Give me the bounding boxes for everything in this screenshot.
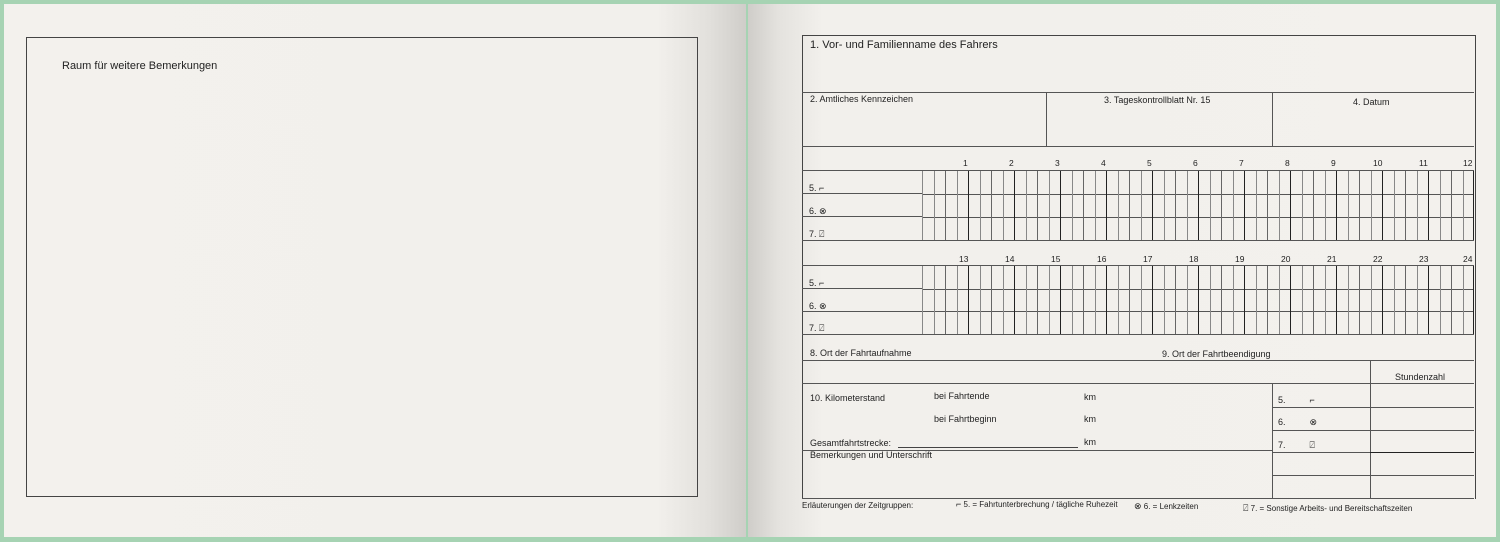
hour-line bbox=[922, 171, 923, 240]
divider bbox=[1272, 92, 1273, 146]
quarter-line bbox=[1463, 171, 1464, 240]
hour-line bbox=[1382, 171, 1383, 240]
total-hours-line bbox=[1370, 452, 1474, 453]
field4-label: 4. Datum bbox=[1353, 97, 1390, 107]
hour-line bbox=[1473, 171, 1474, 240]
divider bbox=[1272, 383, 1273, 498]
hour-line bbox=[1198, 266, 1199, 334]
quarter-line bbox=[1348, 266, 1349, 334]
quarter-line bbox=[1256, 266, 1257, 334]
divider bbox=[802, 383, 1474, 384]
hour-tick-label: 14 bbox=[1005, 254, 1015, 264]
work-icon: ⍁ bbox=[1309, 440, 1315, 450]
hour-tick-label: 15 bbox=[1051, 254, 1061, 264]
quarter-line bbox=[1267, 171, 1268, 240]
hour-tick-label: 10 bbox=[1373, 158, 1383, 168]
hours-column-label: Stundenzahl bbox=[1395, 372, 1446, 382]
rest-icon: ⌐ bbox=[819, 278, 825, 288]
hour-tick-label: 4 bbox=[1101, 158, 1106, 168]
quarter-line bbox=[1175, 266, 1176, 334]
rest-icon: ⌐ bbox=[819, 183, 825, 193]
quarter-line bbox=[1256, 171, 1257, 240]
summary-row-5: 5. ⌐ bbox=[1278, 395, 1315, 405]
row-label-7: 7. ⍁ bbox=[809, 323, 825, 333]
divider bbox=[802, 334, 1474, 335]
quarter-line bbox=[980, 171, 981, 240]
hour-line bbox=[1382, 266, 1383, 334]
field1-label: 1. Vor- und Familienname des Fahrers bbox=[810, 39, 998, 51]
quarter-line bbox=[1164, 171, 1165, 240]
hour-tick-label: 8 bbox=[1285, 158, 1290, 168]
summary-row-6: 6. ⊗ bbox=[1278, 417, 1318, 427]
divider bbox=[802, 498, 1474, 499]
hour-tick-label: 20 bbox=[1281, 254, 1291, 264]
divider bbox=[802, 360, 1474, 361]
divider bbox=[802, 170, 922, 171]
hour-line bbox=[1060, 171, 1061, 240]
quarter-line bbox=[1095, 171, 1096, 240]
hour-line bbox=[968, 266, 969, 334]
total-distance-line bbox=[898, 447, 1078, 448]
divider bbox=[1272, 475, 1474, 476]
legend-item-driving: ⊗ 6. = Lenkzeiten bbox=[1134, 501, 1199, 511]
quarter-line bbox=[1037, 266, 1038, 334]
hour-line bbox=[1336, 171, 1337, 240]
quarter-line bbox=[1417, 266, 1418, 334]
work-icon: ⍁ bbox=[819, 229, 825, 239]
quarter-line bbox=[1313, 171, 1314, 240]
quarter-line bbox=[1405, 171, 1406, 240]
quarter-line bbox=[945, 266, 946, 334]
quarter-line bbox=[1049, 266, 1050, 334]
hour-tick-label: 9 bbox=[1331, 158, 1336, 168]
quarter-line bbox=[1175, 171, 1176, 240]
quarter-line bbox=[1118, 266, 1119, 334]
quarter-line bbox=[991, 171, 992, 240]
hour-line bbox=[1290, 171, 1291, 240]
quarter-line bbox=[1210, 266, 1211, 334]
rest-icon: ⌐ bbox=[956, 499, 962, 509]
quarter-line bbox=[1221, 266, 1222, 334]
quarter-line bbox=[1037, 171, 1038, 240]
steering-icon: ⊗ bbox=[819, 206, 827, 216]
time-grid-bottom bbox=[922, 265, 1474, 335]
hour-line bbox=[1106, 266, 1107, 334]
end-label: bei Fahrtende bbox=[934, 391, 990, 401]
quarter-line bbox=[1072, 171, 1073, 240]
divider bbox=[1272, 430, 1474, 431]
km-unit: km bbox=[1084, 392, 1096, 402]
quarter-line bbox=[1405, 266, 1406, 334]
field2-label: 2. Amtliches Kennzeichen bbox=[810, 94, 914, 104]
quarter-line bbox=[1129, 171, 1130, 240]
hour-tick-label: 1 bbox=[963, 158, 968, 168]
work-icon: ⍁ bbox=[1243, 503, 1249, 513]
hour-line bbox=[1428, 266, 1429, 334]
quarter-line bbox=[1187, 171, 1188, 240]
hour-line bbox=[1060, 266, 1061, 334]
quarter-line bbox=[1049, 171, 1050, 240]
hour-tick-label: 22 bbox=[1373, 254, 1383, 264]
row-label-6: 6. ⊗ bbox=[809, 301, 827, 311]
remarks-signature-label: Bemerkungen und Unterschrift bbox=[810, 450, 933, 460]
quarter-line bbox=[1221, 171, 1222, 240]
quarter-line bbox=[1359, 266, 1360, 334]
quarter-line bbox=[1233, 266, 1234, 334]
quarter-line bbox=[1279, 171, 1280, 240]
quarter-line bbox=[1129, 266, 1130, 334]
divider bbox=[802, 240, 1474, 241]
remarks-frame bbox=[26, 37, 698, 497]
steering-icon: ⊗ bbox=[1134, 501, 1142, 511]
hour-tick-label: 7 bbox=[1239, 158, 1244, 168]
hour-line bbox=[1014, 171, 1015, 240]
hour-line bbox=[1473, 266, 1474, 334]
divider bbox=[802, 288, 922, 289]
divider bbox=[802, 92, 1474, 93]
quarter-line bbox=[1164, 266, 1165, 334]
hour-tick-label: 21 bbox=[1327, 254, 1337, 264]
quarter-line bbox=[1302, 171, 1303, 240]
quarter-line bbox=[1141, 171, 1142, 240]
hour-line bbox=[1152, 171, 1153, 240]
quarter-line bbox=[1095, 266, 1096, 334]
km-unit: km bbox=[1084, 437, 1096, 447]
quarter-line bbox=[1083, 171, 1084, 240]
field10-label: 10. Kilometerstand bbox=[810, 393, 886, 403]
hour-tick-label: 13 bbox=[959, 254, 969, 264]
hour-line bbox=[1428, 171, 1429, 240]
hour-tick-label: 5 bbox=[1147, 158, 1152, 168]
hour-tick-label: 12 bbox=[1463, 158, 1473, 168]
quarter-line bbox=[1003, 171, 1004, 240]
quarter-line bbox=[1302, 266, 1303, 334]
hour-line bbox=[1198, 171, 1199, 240]
row-label-5: 5. ⌐ bbox=[809, 183, 825, 193]
row-label-5: 5. ⌐ bbox=[809, 278, 825, 288]
quarter-line bbox=[1359, 171, 1360, 240]
quarter-line bbox=[1267, 266, 1268, 334]
hour-tick-label: 6 bbox=[1193, 158, 1198, 168]
hour-line bbox=[968, 171, 969, 240]
field9-label: 9. Ort der Fahrtbeendigung bbox=[1162, 349, 1271, 359]
quarter-line bbox=[1003, 266, 1004, 334]
steering-icon: ⊗ bbox=[1309, 417, 1318, 427]
quarter-line bbox=[980, 266, 981, 334]
quarter-line bbox=[991, 266, 992, 334]
hour-line bbox=[1014, 266, 1015, 334]
quarter-line bbox=[1141, 266, 1142, 334]
rest-icon: ⌐ bbox=[1309, 395, 1315, 405]
divider bbox=[1046, 92, 1047, 146]
quarter-line bbox=[1394, 171, 1395, 240]
steering-icon: ⊗ bbox=[819, 301, 827, 311]
quarter-line bbox=[1187, 266, 1188, 334]
divider bbox=[802, 146, 1474, 147]
quarter-line bbox=[1417, 171, 1418, 240]
field8-label: 8. Ort der Fahrtaufnahme bbox=[810, 348, 912, 358]
quarter-line bbox=[1451, 171, 1452, 240]
quarter-line bbox=[1210, 171, 1211, 240]
start-label: bei Fahrtbeginn bbox=[934, 414, 997, 424]
hour-line bbox=[1290, 266, 1291, 334]
quarter-line bbox=[1118, 171, 1119, 240]
field3-label: 3. Tageskontrollblatt Nr. 15 bbox=[1104, 95, 1211, 105]
remarks-title: Raum für weitere Bemerkungen bbox=[62, 60, 218, 72]
hour-tick-label: 16 bbox=[1097, 254, 1107, 264]
hour-line bbox=[922, 266, 923, 334]
hour-tick-label: 18 bbox=[1189, 254, 1199, 264]
right-page bbox=[748, 4, 1496, 537]
quarter-line bbox=[1371, 171, 1372, 240]
hour-tick-label: 2 bbox=[1009, 158, 1014, 168]
quarter-line bbox=[934, 171, 935, 240]
legend-title: Erläuterungen der Zeitgruppen: bbox=[802, 501, 914, 510]
hour-tick-label: 3 bbox=[1055, 158, 1060, 168]
quarter-line bbox=[957, 266, 958, 334]
hour-tick-label: 24 bbox=[1463, 254, 1473, 264]
quarter-line bbox=[1348, 171, 1349, 240]
quarter-line bbox=[1072, 266, 1073, 334]
quarter-line bbox=[1313, 266, 1314, 334]
quarter-line bbox=[945, 171, 946, 240]
quarter-line bbox=[1279, 266, 1280, 334]
hour-tick-label: 11 bbox=[1419, 158, 1428, 168]
divider bbox=[1272, 452, 1370, 453]
hour-tick-label: 17 bbox=[1143, 254, 1153, 264]
divider bbox=[802, 265, 922, 266]
quarter-line bbox=[1371, 266, 1372, 334]
legend-item-work: ⍁ 7. = Sonstige Arbeits- und Bereitschaftszeiten bbox=[1243, 503, 1413, 513]
quarter-line bbox=[1451, 266, 1452, 334]
quarter-line bbox=[1440, 171, 1441, 240]
divider bbox=[1370, 360, 1371, 498]
row-label-6: 6. ⊗ bbox=[809, 206, 827, 216]
work-icon: ⍁ bbox=[819, 323, 825, 333]
quarter-line bbox=[1325, 171, 1326, 240]
hour-line bbox=[1152, 266, 1153, 334]
quarter-line bbox=[1233, 171, 1234, 240]
hour-line bbox=[1336, 266, 1337, 334]
legend-item-rest: ⌐ 5. = Fahrtunterbrechung / tägliche Ruhezeit bbox=[956, 499, 1118, 509]
km-unit: km bbox=[1084, 414, 1096, 424]
time-grid-top bbox=[922, 170, 1474, 241]
left-page bbox=[4, 4, 746, 537]
hour-line bbox=[1244, 266, 1245, 334]
quarter-line bbox=[934, 266, 935, 334]
hour-line bbox=[1244, 171, 1245, 240]
summary-row-7: 7. ⍁ bbox=[1278, 440, 1315, 450]
total-distance-label: Gesamtfahrtstrecke: bbox=[810, 438, 892, 448]
quarter-line bbox=[1394, 266, 1395, 334]
quarter-line bbox=[1325, 266, 1326, 334]
quarter-line bbox=[1463, 266, 1464, 334]
hour-tick-label: 19 bbox=[1235, 254, 1245, 264]
quarter-line bbox=[1440, 266, 1441, 334]
divider bbox=[1272, 407, 1474, 408]
row-label-7: 7. ⍁ bbox=[809, 229, 825, 239]
quarter-line bbox=[1026, 171, 1027, 240]
quarter-line bbox=[1083, 266, 1084, 334]
hour-tick-label: 23 bbox=[1419, 254, 1429, 264]
divider bbox=[802, 193, 922, 194]
quarter-line bbox=[1026, 266, 1027, 334]
quarter-line bbox=[957, 171, 958, 240]
hour-line bbox=[1106, 171, 1107, 240]
